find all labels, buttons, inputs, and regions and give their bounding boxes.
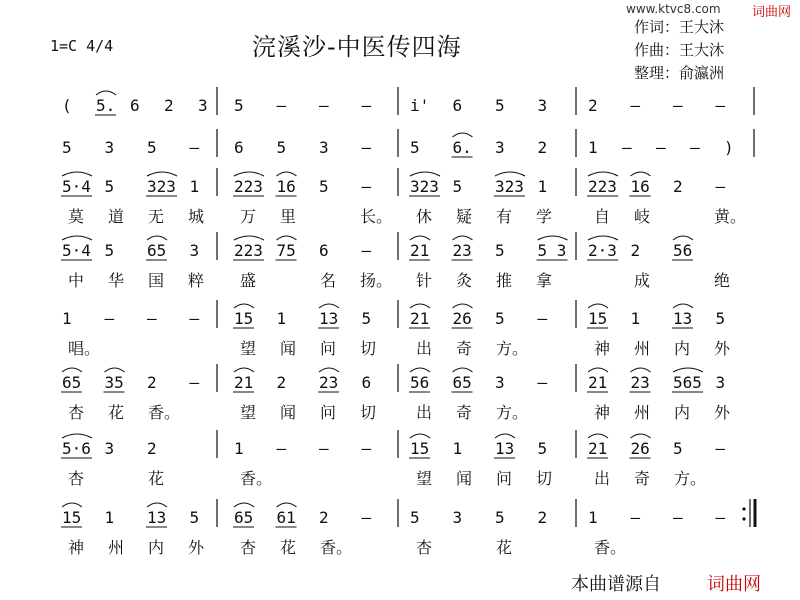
note: 323 — [147, 177, 176, 196]
slur-arc — [319, 368, 339, 372]
slur-arc — [588, 172, 618, 176]
note: 21 — [234, 373, 254, 392]
note: 1 — [276, 309, 287, 328]
slur-arc — [453, 304, 473, 308]
note: 3 — [715, 373, 726, 392]
note: — — [361, 241, 372, 260]
note: 15 — [588, 309, 608, 328]
lyric-char: 城 — [188, 207, 205, 226]
note: 5 — [361, 309, 372, 328]
note: 65 — [147, 241, 167, 260]
lyric-char: 拿 — [536, 271, 553, 290]
lyric-char: 问 — [320, 403, 337, 422]
lyric-char: 方。 — [674, 469, 707, 488]
lyric-char: 黄。 — [714, 207, 747, 226]
note: — — [276, 439, 287, 458]
lyric-char: 切 — [536, 469, 553, 488]
note: 6 — [452, 96, 463, 115]
lyric-char: 切 — [360, 403, 377, 422]
repeat-dot — [742, 507, 745, 510]
slur-arc — [631, 172, 651, 176]
slur-arc — [673, 304, 693, 308]
note: — — [622, 138, 632, 157]
note: — — [319, 439, 329, 458]
note: 5. — [96, 96, 116, 115]
note: 5 — [189, 508, 200, 527]
slur-arc — [453, 236, 473, 240]
note: 2·3 — [588, 241, 617, 260]
lyric-char: 望 — [240, 339, 257, 358]
slur-arc — [234, 236, 264, 240]
note: — — [276, 96, 287, 115]
note: 6. — [452, 138, 472, 157]
note: 5 3 — [537, 241, 567, 260]
note: — — [715, 508, 726, 527]
slur-arc — [62, 236, 92, 240]
note: — — [673, 508, 683, 527]
note: 5 — [319, 177, 329, 196]
lyric-char: 绝 — [714, 271, 731, 290]
lyric-char: 成 — [634, 271, 651, 290]
lyric-char: 自 — [594, 207, 611, 226]
note: — — [319, 96, 329, 115]
slur-arc — [147, 503, 167, 507]
note: 3 — [495, 138, 505, 157]
note: 5 — [537, 439, 548, 458]
lyric-char: 望 — [240, 403, 257, 422]
slur-arc — [62, 172, 92, 176]
note: — — [147, 309, 157, 328]
repeat-dot — [742, 517, 745, 520]
slur-arc — [673, 236, 693, 240]
key-time-signature: 1=C 4/4 — [50, 37, 114, 55]
note: 5 — [410, 508, 420, 527]
note: — — [361, 439, 372, 458]
note: 2 — [537, 508, 548, 527]
note: 5 — [104, 241, 115, 260]
note: 16 — [630, 177, 650, 196]
note: 2 — [630, 241, 641, 260]
slur-arc — [410, 172, 440, 176]
note: 21 — [410, 241, 430, 260]
note: 3 — [319, 138, 329, 157]
lyric-char: 出 — [416, 339, 433, 358]
note: 323 — [495, 177, 524, 196]
slur-arc — [147, 236, 167, 240]
lyric-char: 方。 — [496, 339, 529, 358]
note: — — [361, 138, 372, 157]
note: — — [189, 309, 200, 328]
slur-arc — [410, 434, 430, 438]
lyric-char: 里 — [280, 207, 297, 226]
note: — — [104, 309, 115, 328]
note: 1 — [452, 439, 463, 458]
lyric-char: 外 — [714, 339, 731, 358]
note: 1 — [537, 177, 548, 196]
lyric-char: 休 — [416, 207, 433, 226]
note: 5 — [495, 309, 505, 328]
slur-arc — [673, 368, 703, 372]
note: 3 — [452, 508, 463, 527]
lyric-char: 外 — [714, 403, 731, 422]
lyric-char: 奇 — [456, 403, 473, 422]
lyric-char: 神 — [68, 538, 85, 557]
credit-composer: 作曲：王大沐 — [634, 41, 725, 59]
lyric-char: 望 — [416, 469, 433, 488]
lyric-char: 闻 — [280, 403, 297, 422]
lyric-char: 杏 — [240, 538, 257, 557]
lyric-char: 方。 — [496, 403, 529, 422]
note: 26 — [452, 309, 472, 328]
note: 5·4 — [62, 241, 91, 260]
slur-arc — [105, 368, 125, 372]
lyric-char: 杏 — [68, 403, 85, 422]
note: 23 — [452, 241, 472, 260]
slur-arc — [631, 368, 651, 372]
lyric-char: 奇 — [634, 469, 651, 488]
lyric-char: 推 — [496, 271, 513, 290]
note: 21 — [588, 373, 608, 392]
slur-arc — [588, 368, 608, 372]
lyric-char: 州 — [634, 339, 651, 358]
note: 223 — [234, 177, 263, 196]
slur-arc — [234, 503, 254, 507]
note: 65 — [62, 373, 82, 392]
lyric-char: 香。 — [320, 538, 353, 557]
lyric-char: 疑 — [456, 207, 473, 226]
note: 6 — [130, 96, 140, 115]
note: 13 — [495, 439, 515, 458]
lyric-char: 奇 — [456, 339, 473, 358]
note: — — [361, 96, 372, 115]
note: 23 — [319, 373, 339, 392]
slur-arc — [495, 172, 525, 176]
slur-arc — [631, 434, 651, 438]
slur-arc — [96, 91, 116, 95]
slur-arc — [277, 236, 297, 240]
note: 35 — [104, 373, 124, 392]
lyric-char: 道 — [108, 207, 125, 226]
lyric-char: 外 — [188, 538, 205, 557]
note: — — [656, 138, 666, 157]
slur-arc — [62, 368, 82, 372]
note: 3 — [189, 241, 200, 260]
lyric-char: 州 — [634, 403, 651, 422]
lyric-char: 内 — [674, 339, 691, 358]
lyric-char: 内 — [674, 403, 691, 422]
slur-arc — [234, 368, 254, 372]
lyric-char: 内 — [148, 538, 165, 557]
lyric-char: 学 — [536, 207, 553, 226]
note: 1 — [62, 309, 72, 328]
note: 5 — [147, 138, 157, 157]
note: 5 — [495, 96, 505, 115]
note: — — [361, 508, 372, 527]
note: 3 — [104, 138, 115, 157]
note: 21 — [410, 309, 430, 328]
lyric-char: 花 — [108, 403, 125, 422]
slur-arc — [588, 434, 608, 438]
lyric-char: 唱。 — [68, 339, 101, 358]
credit-lyricist: 作词：王大沐 — [634, 18, 725, 36]
note: 5 — [62, 138, 72, 157]
note: 2 — [276, 373, 287, 392]
lyric-char: 针 — [416, 271, 433, 290]
lyric-char: 粹 — [188, 271, 205, 290]
note: ( — [62, 96, 72, 115]
lyric-char: 名 — [320, 271, 337, 290]
note: 15 — [234, 309, 254, 328]
note: 61 — [276, 508, 296, 527]
lyric-char: 灸 — [456, 271, 473, 290]
note: 56 — [673, 241, 693, 260]
note: 23 — [630, 373, 650, 392]
slur-arc — [277, 172, 297, 176]
note: — — [715, 439, 726, 458]
site-brand: 词曲网 — [752, 5, 792, 20]
lyric-char: 切 — [360, 339, 377, 358]
lyric-char: 州 — [108, 538, 125, 557]
lyric-char: 莫 — [68, 207, 85, 226]
note: 13 — [147, 508, 167, 527]
slur-arc — [277, 503, 297, 507]
footer-brand: 词曲网 — [707, 574, 761, 595]
note: ) — [724, 138, 734, 157]
lyric-char: 杏 — [416, 538, 433, 557]
note: 3 — [104, 439, 115, 458]
note: — — [537, 309, 548, 328]
slur-arc — [147, 172, 177, 176]
note: — — [715, 96, 726, 115]
note: 5 — [104, 177, 115, 196]
slur-arc — [62, 434, 92, 438]
note: 323 — [410, 177, 439, 196]
slur-arc — [234, 304, 254, 308]
lyric-char: 盛 — [240, 271, 257, 290]
note: 2 — [164, 96, 174, 115]
note: 2 — [147, 373, 157, 392]
slur-arc — [538, 236, 568, 240]
lyric-char: 香。 — [594, 538, 627, 557]
note: 223 — [588, 177, 617, 196]
note: — — [537, 373, 548, 392]
lyric-char: 岐 — [634, 207, 651, 226]
slur-arc — [588, 304, 608, 308]
note: 223 — [234, 241, 263, 260]
lyric-char: 国 — [148, 271, 165, 290]
lyric-char: 神 — [594, 403, 611, 422]
note: 1 — [630, 309, 641, 328]
slur-arc — [410, 236, 430, 240]
note: — — [630, 508, 641, 527]
note: 5 — [410, 138, 420, 157]
note: 1 — [189, 177, 200, 196]
lyric-char: 花 — [280, 538, 297, 557]
lyric-char: 闻 — [456, 469, 473, 488]
note: 5 — [452, 177, 463, 196]
lyric-char: 香。 — [240, 469, 273, 488]
note: 16 — [276, 177, 296, 196]
lyric-char: 长。 — [360, 207, 393, 226]
slur-arc — [410, 368, 430, 372]
note: 3 — [537, 96, 548, 115]
lyric-char: 万 — [240, 207, 257, 226]
note: — — [361, 177, 372, 196]
note: 65 — [234, 508, 254, 527]
lyric-char: 华 — [108, 271, 125, 290]
note: 2 — [673, 177, 683, 196]
note: 5 — [495, 241, 505, 260]
slur-arc — [453, 133, 473, 137]
note: — — [673, 96, 683, 115]
lyric-char: 中 — [68, 271, 85, 290]
note: 5 — [715, 309, 726, 328]
slur-arc — [62, 503, 82, 507]
note: 5 — [495, 508, 505, 527]
note: 2 — [537, 138, 548, 157]
note: 2 — [319, 508, 329, 527]
footer-source: 本曲谱源自 — [571, 574, 661, 595]
note: 13 — [673, 309, 693, 328]
note: 3 — [198, 96, 208, 115]
lyric-char: 有 — [496, 207, 513, 226]
note: 1 — [588, 508, 598, 527]
note: 65 — [452, 373, 472, 392]
lyric-char: 出 — [594, 469, 611, 488]
note: 5 — [234, 96, 244, 115]
note: 1 — [588, 138, 598, 157]
slur-arc — [453, 368, 473, 372]
note: 6 — [319, 241, 329, 260]
page-title: 浣溪沙-中医传四海 — [252, 33, 462, 61]
lyric-char: 杏 — [68, 469, 85, 488]
slur-arc — [588, 236, 618, 240]
note: 1 — [234, 439, 244, 458]
note: 21 — [588, 439, 608, 458]
lyric-char: 闻 — [280, 339, 297, 358]
note: 56 — [410, 373, 430, 392]
note: i' — [410, 96, 430, 115]
note: 3 — [495, 373, 505, 392]
note: 5 — [276, 138, 287, 157]
lyric-char: 问 — [320, 339, 337, 358]
lyric-char: 花 — [148, 469, 165, 488]
slur-arc — [410, 304, 430, 308]
note: 15 — [62, 508, 82, 527]
note: 565 — [673, 373, 702, 392]
note: 6 — [361, 373, 372, 392]
note: 5·6 — [62, 439, 91, 458]
lyric-char: 香。 — [148, 403, 181, 422]
note: 5·4 — [62, 177, 91, 196]
note: 13 — [319, 309, 339, 328]
lyric-char: 扬。 — [360, 271, 393, 290]
note: 5 — [673, 439, 683, 458]
credit-arranger: 整理：俞瀛洲 — [634, 64, 725, 82]
note: 2 — [588, 96, 598, 115]
site-url: www.ktvc8.com — [626, 2, 721, 16]
note: 2 — [147, 439, 157, 458]
note: — — [715, 177, 726, 196]
lyric-char: 花 — [496, 538, 513, 557]
lyric-char: 问 — [496, 469, 513, 488]
note: 75 — [276, 241, 296, 260]
note: 1 — [104, 508, 115, 527]
note: — — [690, 138, 700, 157]
lyric-char: 出 — [416, 403, 433, 422]
note: — — [630, 96, 641, 115]
slur-arc — [495, 434, 515, 438]
lyric-char: 无 — [148, 207, 165, 226]
note: 26 — [630, 439, 650, 458]
slur-arc — [234, 172, 264, 176]
note: — — [189, 138, 200, 157]
note: 15 — [410, 439, 430, 458]
lyric-char: 神 — [594, 339, 611, 358]
note: — — [189, 373, 200, 392]
slur-arc — [319, 304, 339, 308]
note: 6 — [234, 138, 244, 157]
